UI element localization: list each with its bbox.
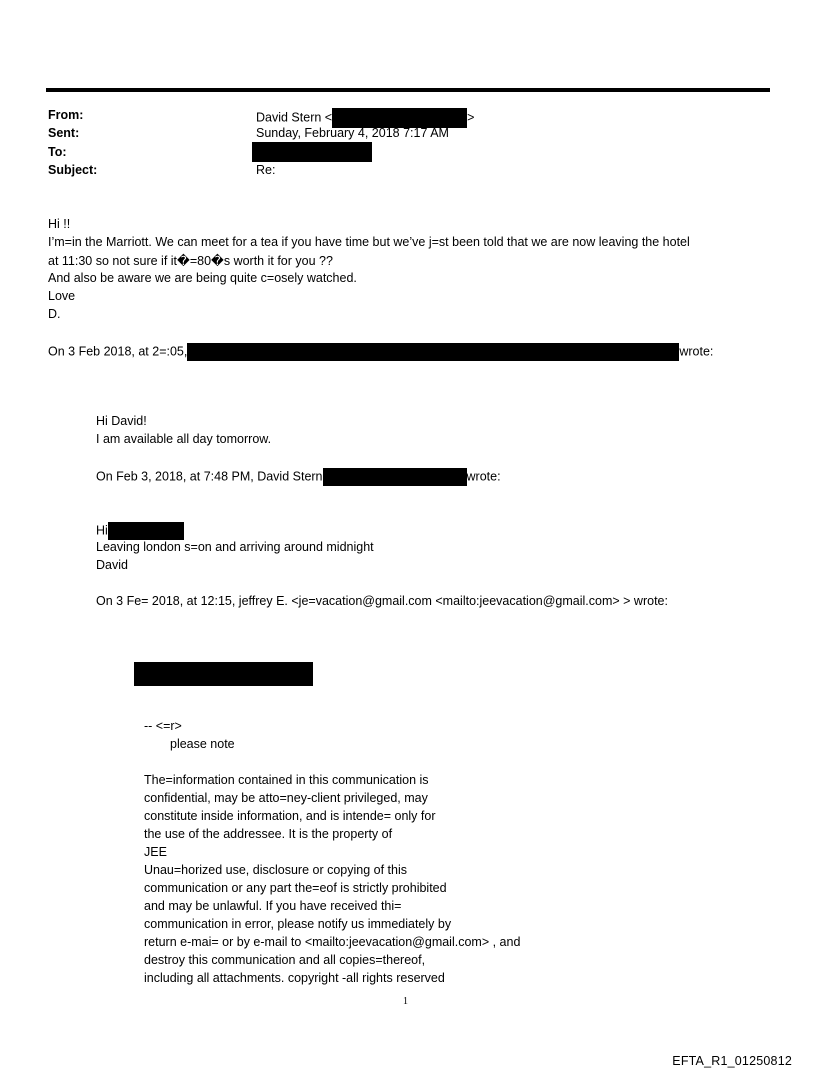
- body-line: at 11:30 so not sure if it�=80�s worth it for you ??: [48, 254, 333, 268]
- redaction-bar: [187, 343, 679, 361]
- disclaimer-line: including all attachments. copyright -all rights reserved: [144, 971, 445, 985]
- reply-line: I am available all day tomorrow.: [96, 432, 272, 446]
- disclaimer-line: destroy this communication and all copies=thereof,: [144, 953, 426, 967]
- reply-line: Leaving london s=on and arriving around midnight: [96, 540, 374, 554]
- quote-header: On 3 Fe= 2018, at 12:15, jeffrey E. <je=vacation@gmail.com <mailto:jeevacation@gmail.com> > wrote:: [96, 594, 668, 608]
- quote-header: On 3 Feb 2018, at 2=:05, wrote:: [48, 343, 713, 361]
- disclaimer-line: JEE: [144, 845, 167, 859]
- sent-value: Sunday, February 4, 2018 7:17 AM: [256, 126, 449, 140]
- body-line: D.: [48, 307, 61, 321]
- disclaimer-line: communication in error, please notify us immediately by: [144, 917, 452, 931]
- quote-header: On Feb 3, 2018, at 7:48 PM, David Stern wrote:: [96, 468, 501, 486]
- signature-note: please note: [170, 737, 235, 751]
- body-line: And also be aware we are being quite c=osely watched.: [48, 271, 357, 285]
- disclaimer-line: constitute inside information, and is intende= only for: [144, 809, 436, 823]
- to-label: To:: [48, 145, 67, 159]
- disclaimer-line: confidential, may be atto=ney-client privileged, may: [144, 791, 428, 805]
- disclaimer-line: The=information contained in this communication is: [144, 773, 429, 787]
- redaction-bar: [134, 662, 313, 686]
- header-rule: [46, 88, 770, 92]
- signature-marker: -- <=r>: [144, 719, 182, 733]
- disclaimer-line: Unau=horized use, disclosure or copying of this: [144, 863, 407, 877]
- from-value: David Stern < >: [256, 108, 474, 128]
- disclaimer-line: and may be unlawful. If you have received thi=: [144, 899, 402, 913]
- sent-label: Sent:: [48, 126, 80, 140]
- reply-line: David: [96, 558, 128, 572]
- subject-label: Subject:: [48, 163, 98, 177]
- body-line: Love: [48, 289, 76, 303]
- disclaimer-line: return e-mai= or by e-mail to <mailto:jeevacation@gmail.com> , and: [144, 935, 521, 949]
- document-id: EFTA_R1_01250812: [672, 1054, 792, 1068]
- reply-greeting: Hi: [96, 522, 184, 540]
- redaction-bar: [323, 468, 467, 486]
- disclaimer-line: communication or any part the=eof is strictly prohibited: [144, 881, 447, 895]
- redaction-bar: [252, 142, 372, 162]
- subject-value: Re:: [256, 163, 276, 177]
- page-number: 1: [403, 996, 408, 1007]
- reply-line: Hi David!: [96, 414, 147, 428]
- redaction-bar: [332, 108, 467, 128]
- body-line: I’m=in the Marriott. We can meet for a tea if you have time but we’ve j=st been told that we are now leaving the hotel: [48, 235, 690, 249]
- body-line: Hi !!: [48, 217, 71, 231]
- from-label: From:: [48, 108, 84, 122]
- redaction-bar: [108, 522, 184, 540]
- disclaimer-line: the use of the addressee. It is the property of: [144, 827, 393, 841]
